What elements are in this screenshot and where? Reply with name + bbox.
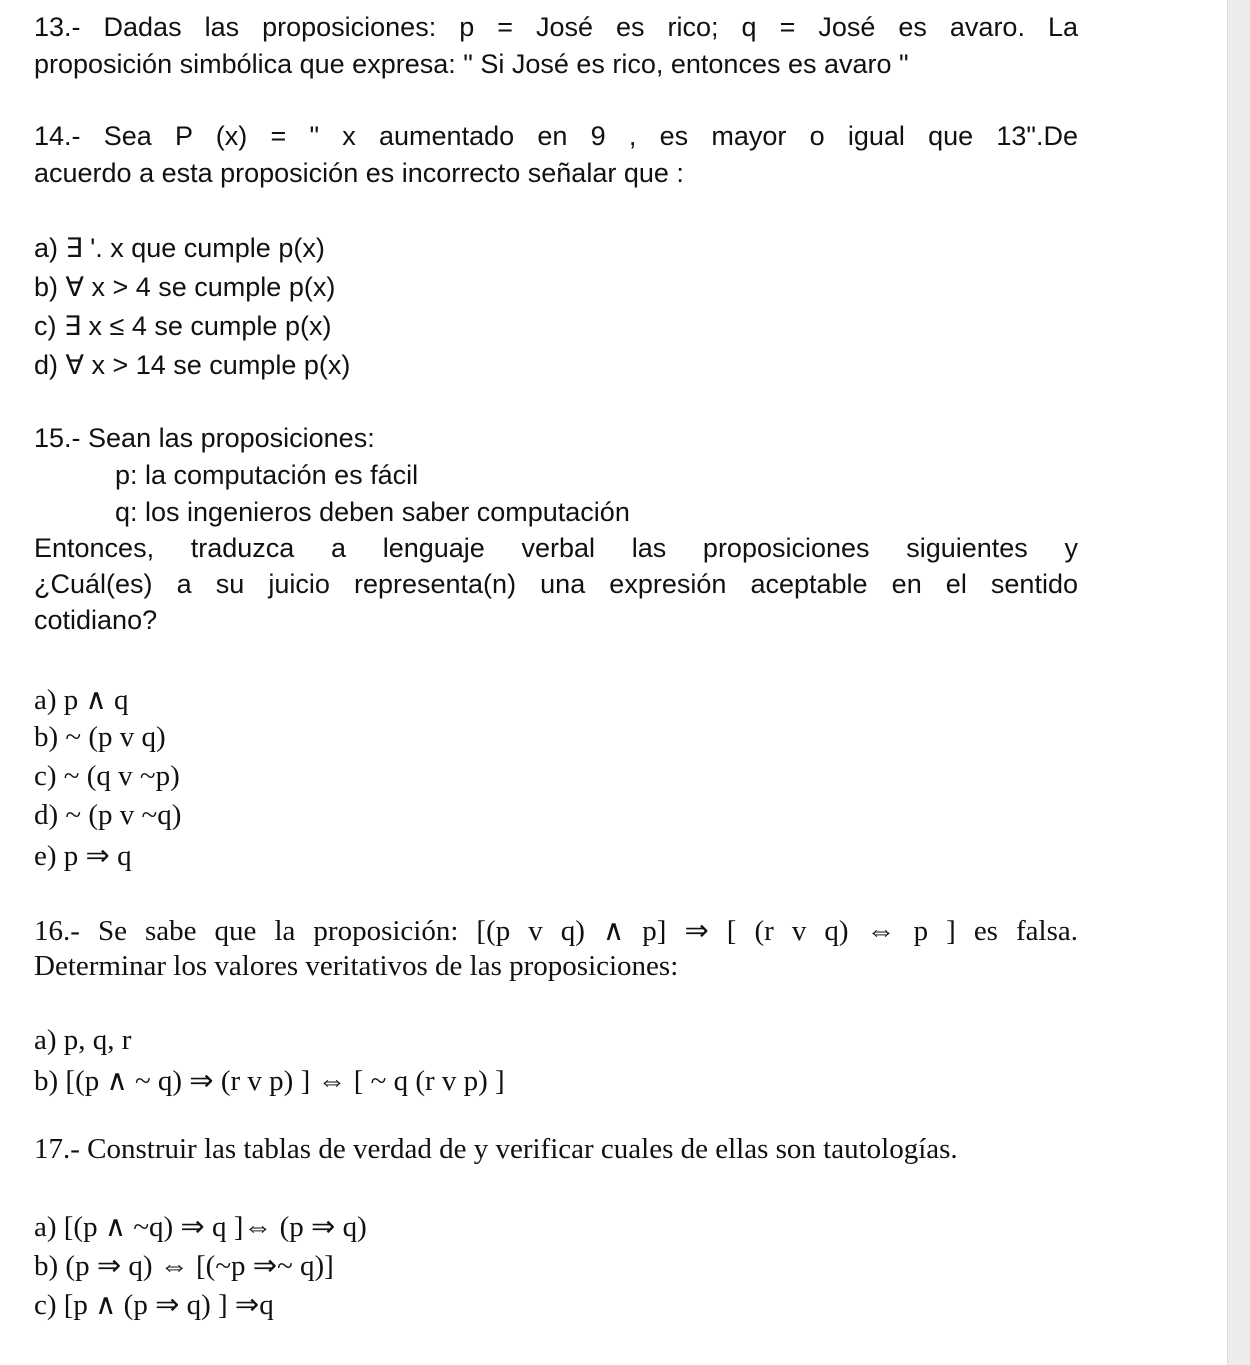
q13-line1: 13.- Dadas las proposiciones: p = José es rico; q = José es avaro. La [34, 12, 1078, 42]
q17-option-b: b) (p ⇒ q) ⇔ [(~p ⇒~ q)] [34, 1250, 334, 1282]
q14-option-d: d) ∀ x > 14 se cumple p(x) [34, 350, 351, 380]
q16-option-a: a) p, q, r [34, 1024, 132, 1056]
q17-line1: 17.- Construir las tablas de verdad de y verificar cuales de ellas son tautologías. [34, 1133, 958, 1165]
q15-text2: ¿Cuál(es) a su juicio representa(n) una expresión aceptable en el sentido [34, 569, 1078, 599]
q15-option-e: e) p ⇒ q [34, 840, 132, 872]
q16-option-b: b) [(p ∧ ~ q) ⇒ (r v p) ] ⇔ [ ~ q (r v p) ] [34, 1065, 505, 1097]
q14-option-b: b) ∀ x > 4 se cumple p(x) [34, 272, 336, 302]
q17-option-c: c) [p ∧ (p ⇒ q) ] ⇒q [34, 1289, 274, 1321]
vertical-scrollbar[interactable] [1227, 0, 1250, 1365]
q15-option-b: b) ~ (p v q) [34, 721, 166, 753]
q14-option-c: c) ∃ x ≤ 4 se cumple p(x) [34, 311, 332, 341]
q15-text3: cotidiano? [34, 605, 158, 635]
q15-option-d: d) ~ (p v ~q) [34, 799, 182, 831]
q13-line2: proposición simbólica que expresa: " Si José es rico, entonces es avaro " [34, 49, 909, 79]
q15-line1: 15.- Sean las proposiciones: [34, 423, 375, 453]
q16-line1: 16.- Se sabe que la proposición: [(p v q) ∧ p] ⇒ [ (r v q) ⇔ p ] es falsa. [34, 915, 1078, 947]
q17-option-a: a) [(p ∧ ~q) ⇒ q ]⇔ (p ⇒ q) [34, 1211, 367, 1243]
q14-line1: 14.- Sea P (x) = " x aumentado en 9 , es mayor o igual que 13".De [34, 121, 1078, 151]
q16-line2: Determinar los valores veritativos de las proposiciones: [34, 950, 679, 982]
q15-option-a: a) p ∧ q [34, 684, 129, 716]
q15-option-c: c) ~ (q v ~p) [34, 760, 180, 792]
q14-line2: acuerdo a esta proposición es incorrecto señalar que : [34, 158, 684, 188]
q15-text1: Entonces, traduzca a lenguaje verbal las proposiciones siguientes y [34, 533, 1078, 563]
q15-p-definition: p: la computación es fácil [115, 460, 419, 490]
q14-option-a: a) ∃ '. x que cumple p(x) [34, 233, 325, 263]
q15-q-definition: q: los ingenieros deben saber computación [115, 497, 630, 527]
